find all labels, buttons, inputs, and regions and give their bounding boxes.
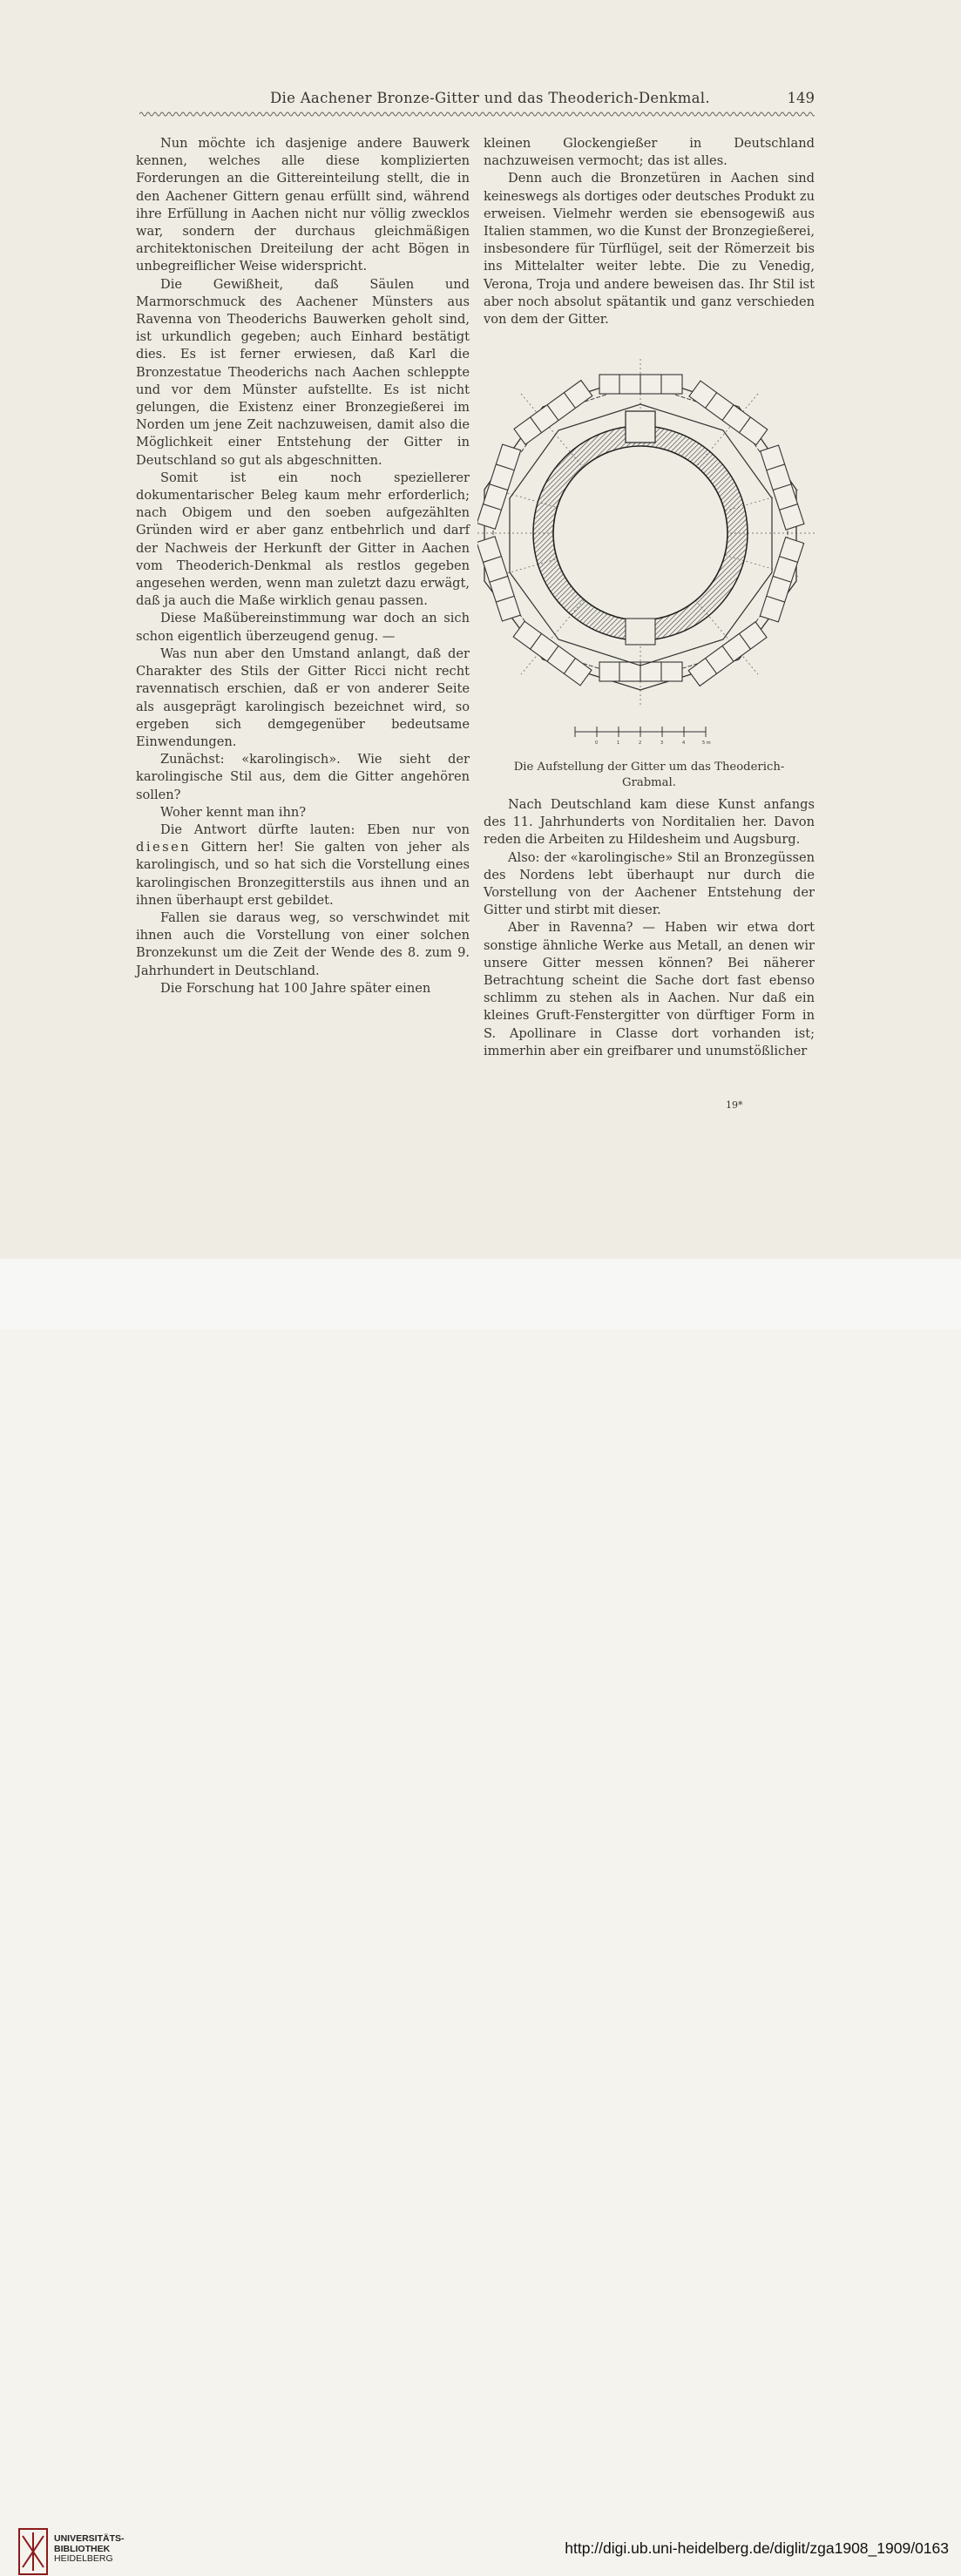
running-header [139,90,815,111]
paragraph: Fallen sie daraus weg, so verschwindet mit ihnen auch die Vorstellung von einer solchen Bronzekunst um die Zeit der Wende des 8. zum 9. Jahrhundert in Deutschland. [136,909,470,978]
answer-paragraph: Die Antwort dürfte lauten: Eben nur von diesen Gittern her! Sie galten von jeher als karolingisch, und so hat sich die Vorstellung eines karolingischen Bronzegitterstils aus ihnen und an ihnen überhaupt erst gebildet. [136,821,470,908]
scale-label: 1 [617,740,620,746]
scanned-page [0,0,961,1259]
scale-bar [575,727,706,737]
header-wavy-rule [139,110,815,118]
paragraph: Denn auch die Bronzetüren in Aachen sind keineswegs als dortiges oder deutsches Produkt zu erweisen. Vielmehr werden sie ebensogewiß aus Italien stammen, wo die Kunst der Bronzegießerei, insbesondere für Türflügel, seit der Römerzeit bis ins Mittelalter weiter lebte. Die zu Venedig, Verona, Troja und andere beweisen das. Ihr Stil ist aber noch absolut spätantik und ganz verschieden von dem der Gitter. [484,171,815,328]
paragraph: Somit ist ein noch speziellerer dokumentarischer Beleg kaum mehr erforderlich; nach Obigem und den soeben aufgezählten Gründen wird er aber ganz entbehrlich und darf der Nachweis der Herkunft der Gitter in Aachen vom Theoderich-Denkmal als restlos gegeben angesehen werden, wenn man zuletzt dazu erwägt, daß ja auch die Maße wirklich genau passen. [136,470,470,609]
paragraph: Was nun aber den Umstand anlangt, daß der Charakter des Stils der Gitter Ricci nicht recht ravennatisch erschien, daß er von anderer Seite als ausgeprägt karolingisch bezeichnet wird, so ergeben sich demgegenüber bedeutsame Einwendungen. [136,646,470,749]
floor-plan-figure [477,359,819,760]
paragraph: Aber in Ravenna? — Haben wir etwa dort sonstige ähnliche Werke aus Metall, an denen wir unsere Gitter messen können? Bei näherer Betrachtung scheint die Sache dort fast ebenso schlimm zu stehen als in Aachen. Nur daß ein kleines Gruft-Fenstergitter von dürftiger Form in S. Apollinare in Classe dort vorhanden ist; immerhin aber ein greifbarer und unumstößlicher [484,920,815,1058]
paragraph: kleinen Glockengießer in Deutschland nachzuweisen vermocht; das ist alles. [484,136,815,169]
scale-labels [595,740,711,746]
scale-label: 2 [639,740,642,746]
paragraph: Diese Maßübereinstimmung war doch an sich schon eigentlich überzeugend genug. — [136,611,470,644]
right-column-bottom [484,796,815,1060]
scale-label: 4 [682,740,686,746]
spaced-emphasis: diesen [136,840,192,855]
paragraph: Also: der «karolingische» Stil an Bronzegüssen des Nordens lebt überhaupt nur durch die Vorstellung von der Aachener Entstehung der Gitter und stirbt mit dieser. [484,849,815,918]
running-title: Die Aachener Bronze-Gitter und das Theoderich-Denkmal. [270,90,710,106]
source-url-link[interactable]: http://digi.ub.uni-heidelberg.de/diglit/zga1908_1909/0163 [565,2539,949,2557]
mausoleum-interior [553,446,728,620]
entrance-top [626,411,655,443]
library-name: UNIVERSITÄTS- BIBLIOTHEK HEIDELBERG [54,2533,125,2564]
scale-label: 3 [660,740,664,746]
scale-label: 0 [595,740,599,746]
digitization-footer [0,1259,961,2564]
paragraph: Die Forschung hat 100 Jahre später einen [160,980,431,996]
paragraph: Woher kennt man ihn? [160,804,307,820]
paragraph: Zunächst: «karolingisch». Wie sieht der karolingische Stil aus, dem die Gitter angehören sollen? [136,752,470,802]
figure-caption: Die Aufstellung der Gitter um das Theoderich-Grabmal. [513,761,785,789]
page-number: 149 [787,90,815,106]
paragraph: Nach Deutschland kam diese Kunst anfangs des 11. Jahrhunderts von Norditalien her. Davon reden die Arbeiten zu Hildesheim und Augsburg. [484,797,815,848]
university-library-logo [17,2527,49,2576]
entrance-bottom [626,619,655,645]
left-column [136,135,470,997]
right-column-top [484,135,815,328]
paragraph: Die Gewißheit, daß Säulen und Marmorschmuck des Aachener Münsters aus Ravenna von Theoderichs Bauwerken geholt sind, ist urkundlich gegeben; auch Einhard bestätigt dies. Es ist ferner erwiesen, daß Karl die Bronzestatue Theoderichs nach Aachen schleppte und vor dem Münster aufstellte. Es ist nicht gelungen, die Existenz einer Bronzegießerei im Norden um jene Zeit nachzuweisen, damit also die Möglichkeit einer Entstehung der Gitter in Deutschland so gut als abgeschnitten. [136,276,470,468]
signature-mark: 19* [726,1099,743,1111]
paragraph: Nun möchte ich dasjenige andere Bauwerk kennen, welches alle diese komplizierten Forderungen an die Gittereinteilung stellt, die in den Aachener Gittern genau erfüllt sind, während ihre Erfüllung in Aachen nicht nur völlig zwecklos war, sondern der durchaus gleichmäßigen architektonischen Dreiteilung der acht Bögen in unbegreiflicher Weise widerspricht. [136,136,470,274]
scale-label: 5 m [702,740,711,746]
